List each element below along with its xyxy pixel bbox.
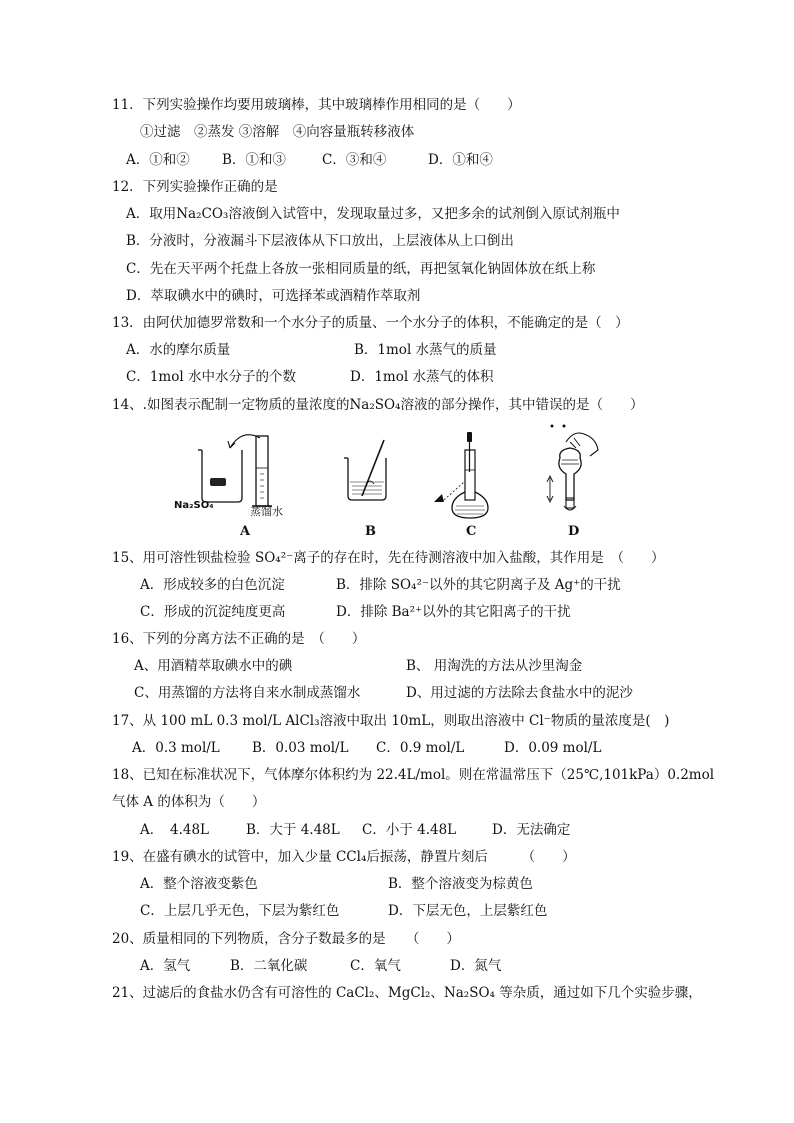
question-15-option-d: D．排除 Ba²⁺以外的其它阳离子的干扰	[336, 604, 571, 620]
question-13-option-c: C．1mol 水中水分子的个数	[126, 369, 296, 385]
question-21-stem: 21、过滤后的食盐水仍含有可溶性的 CaCl₂、MgCl₂、Na₂SO₄ 等杂质，通过如下几个实验步骤，	[112, 985, 702, 1001]
question-17-option-c: C．0.9 mol/L	[376, 740, 465, 756]
figure-d-diagram	[540, 420, 610, 522]
question-12-stem: 12．下列实验操作正确的是	[112, 179, 278, 195]
question-12-option-c: C．先在天平两个托盘上各放一张相同质量的纸，再把氢氧化钠固体放在纸上称	[126, 261, 596, 277]
question-18-stem-line2: 气体 A 的体积为（ ）	[112, 794, 266, 810]
question-19-option-c: C．上层几乎无色，下层为紫红色	[140, 903, 340, 919]
figure-b-diagram	[340, 438, 400, 508]
question-18-stem-line1: 18、已知在标准状况下，气体摩尔体积约为 22.4L/mol。则在常温常压下（25℃,101kPa）0.2mol	[112, 767, 715, 783]
question-15-option-b: B．排除 SO₄²⁻以外的其它阴离子及 Ag⁺的干扰	[336, 577, 621, 593]
figure-c-diagram	[430, 430, 500, 522]
question-11-option-a: A．①和②	[126, 152, 190, 168]
question-17-stem: 17、从 100 mL 0.3 mol/L AlCl₃溶液中取出 10mL，则取出溶液中 Cl⁻物质的量浓度是( )	[112, 713, 670, 729]
question-11-option-c: C．③和④	[322, 152, 387, 168]
figure-c-label: C	[466, 524, 477, 539]
figure-a-water-label: 蒸馏水	[250, 505, 283, 518]
question-12-option-b: B．分液时，分液漏斗下层液体从下口放出，上层液体从上口倒出	[126, 233, 514, 249]
question-18-option-d: D．无法确定	[492, 822, 571, 838]
question-14-stem: 14、.如图表示配制一定物质的量浓度的Na₂SO₄溶液的部分操作，其中错误的是（ ）	[112, 397, 644, 413]
question-17-option-d: D．0.09 mol/L	[504, 740, 602, 756]
question-13-option-d: D．1mol 水蒸气的体积	[350, 369, 494, 385]
question-19-option-b: B．整个溶液变为棕黄色	[388, 876, 533, 892]
question-16-option-d: D、用过滤的方法除去食盐水中的泥沙	[406, 685, 633, 701]
question-16-option-c: C、用蒸馏的方法将自来水制成蒸馏水	[134, 685, 361, 701]
question-13-option-a: A．水的摩尔质量	[126, 342, 231, 358]
question-17-option-a: A．0.3 mol/L	[132, 740, 220, 756]
question-17-option-b: B．0.03 mol/L	[252, 740, 349, 756]
question-19-option-d: D．下层无色，上层紫红色	[388, 903, 548, 919]
figure-b-label: B	[365, 524, 376, 539]
question-13-stem: 13．由阿伏加德罗常数和一个水分子的质量、一个水分子的体积，不能确定的是（ ）	[112, 315, 629, 331]
question-15-option-a: A．形成较多的白色沉淀	[140, 577, 285, 593]
question-11-option-d: D．①和④	[428, 152, 493, 168]
figure-a-na2so4-label: Na₂SO₄	[174, 500, 214, 511]
question-20-option-b: B．二氧化碳	[230, 958, 308, 974]
question-12-option-a: A．取用Na₂CO₃溶液倒入试管中，发现取量过多，又把多余的试剂倒入原试剂瓶中	[126, 206, 620, 222]
figure-a-label: A	[240, 524, 251, 539]
question-11-stem: 11．下列实验操作均要用玻璃棒，其中玻璃棒作用相同的是（ ）	[112, 97, 521, 113]
question-19-stem: 19、在盛有碘水的试管中，加入少量 CCl₄后振荡，静置片刻后 （ ）	[112, 849, 576, 865]
question-16-stem: 16、下列的分离方法不正确的是 （ ）	[112, 631, 366, 647]
question-20-option-c: C．氧气	[350, 958, 401, 974]
question-18-option-a: A． 4.48L	[140, 822, 210, 838]
question-19-option-a: A．整个溶液变紫色	[140, 876, 258, 892]
question-20-stem: 20、质量相同的下列物质，含分子数最多的是 （ ）	[112, 931, 460, 947]
question-18-option-c: C．小于 4.48L	[362, 822, 457, 838]
figure-d-label: D	[568, 524, 580, 539]
question-16-option-b: B、 用淘洗的方法从沙里淘金	[406, 658, 583, 674]
question-18-option-b: B．大于 4.48L	[246, 822, 340, 838]
question-12-option-d: D．萃取碘水中的碘时，可选择苯或酒精作萃取剂	[126, 288, 421, 304]
question-11-option-b: B．①和③	[222, 152, 286, 168]
question-20-option-d: D．氮气	[450, 958, 502, 974]
question-13-option-b: B．1mol 水蒸气的质量	[354, 342, 497, 358]
question-15-stem: 15、用可溶性钡盐检验 SO₄²⁻离子的存在时，先在待测溶液中加入盐酸，其作用是 （ ）	[112, 550, 665, 566]
question-20-option-a: A．氢气	[140, 958, 191, 974]
question-15-option-c: C．形成的沉淀纯度更高	[140, 604, 286, 620]
question-11-items: ①过滤 ②蒸发 ③溶解 ④向容量瓶转移液体	[140, 124, 415, 140]
question-16-option-a: A、用酒精萃取碘水中的碘	[134, 658, 293, 674]
